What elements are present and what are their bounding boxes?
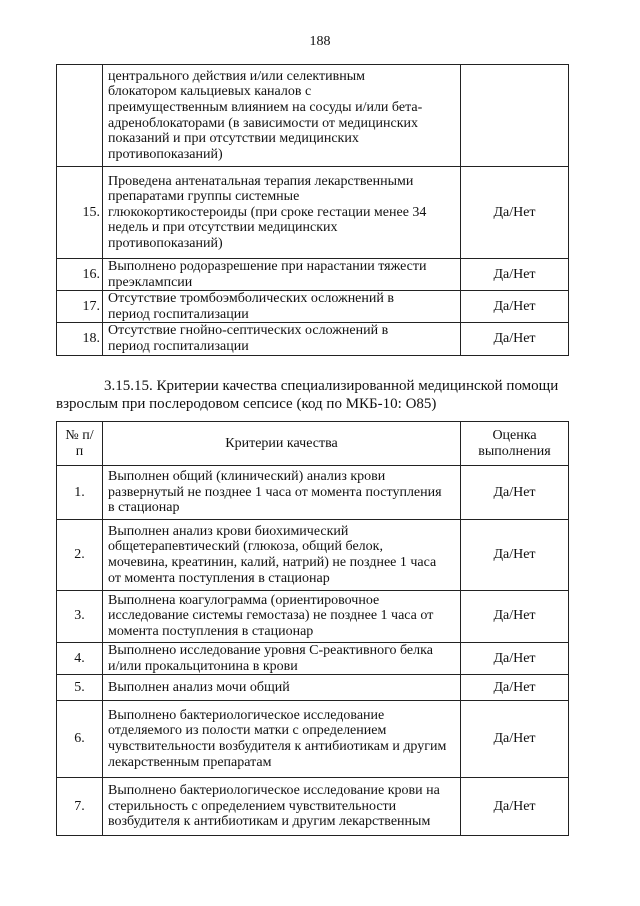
criteria-table-continued	[56, 64, 569, 356]
evaluation-cell: Да/Нет	[461, 291, 569, 323]
criterion-line: Выполнено родоразрешение при нарастании тяжести	[108, 259, 427, 274]
criterion-line: возбудителя к антибиотикам и другим лекарственным	[108, 814, 431, 830]
criterion-line: Отсутствие гнойно-септических осложнений в	[108, 323, 389, 339]
table-row	[57, 65, 569, 167]
evaluation-cell	[461, 65, 569, 167]
table-row	[57, 259, 569, 291]
row-number: 1.	[57, 466, 103, 520]
table-header-row	[57, 422, 569, 466]
criterion-text	[103, 259, 461, 291]
criterion-line: противопоказаний)	[108, 235, 223, 251]
criterion-line: препаратами группы системные	[108, 189, 300, 205]
evaluation-cell: Да/Нет	[461, 323, 569, 355]
criterion-line: период госпитализации	[108, 306, 249, 322]
evaluation-cell: Да/Нет	[461, 520, 569, 590]
table-row	[57, 520, 569, 590]
criterion-line: глюкокортикостероиды (при сроке гестации менее 34	[108, 204, 427, 220]
row-number: 18.	[57, 323, 103, 355]
criterion-text	[103, 642, 461, 674]
page-number: 188	[309, 34, 331, 49]
criterion-line: Выполнено бактериологическое исследование	[108, 707, 385, 723]
table-row	[57, 167, 569, 259]
criterion-text	[103, 323, 461, 355]
evaluation-cell: Да/Нет	[461, 259, 569, 291]
row-number: 17.	[57, 291, 103, 323]
section-heading-line2: взрослым при послеродовом сепсисе (код по МКБ-10: O85)	[56, 396, 437, 412]
table-row	[57, 675, 569, 701]
row-number: 7.	[57, 777, 103, 835]
criterion-text	[103, 65, 461, 167]
criterion-line: Выполнено бактериологическое исследование крови на	[108, 782, 440, 798]
criterion-line: развернутый не позднее 1 часа от момента поступления	[108, 484, 442, 500]
criterion-line: Выполнен анализ мочи общий	[108, 679, 290, 695]
criterion-line: адреноблокаторами (в зависимости от медицинских	[108, 115, 419, 131]
criteria-table-sepsis	[56, 421, 569, 836]
criterion-line: Отсутствие тромбоэмболических осложнений в	[108, 291, 394, 307]
evaluation-cell: Да/Нет	[461, 466, 569, 520]
criterion-line: стерильность с определением чувствительности	[108, 798, 397, 814]
evaluation-cell: Да/Нет	[461, 642, 569, 674]
criterion-line: общетерапевтический (глюкоза, общий белок,	[108, 539, 383, 555]
criterion-line: момента поступления в стационар	[108, 624, 314, 640]
header-eval: Оценка выполнения	[461, 422, 569, 466]
criterion-text	[103, 701, 461, 777]
criterion-line: исследование системы гемостаза) не позднее 1 часа от	[108, 608, 434, 624]
header-num: № п/п	[57, 422, 103, 466]
criterion-line: центрального действия и/или селективным	[108, 68, 366, 84]
table-row	[57, 323, 569, 355]
criterion-line: Выполнена коагулограмма (ориентировочное	[108, 592, 380, 608]
row-number: 6.	[57, 701, 103, 777]
criterion-text	[103, 167, 461, 259]
table-row	[57, 701, 569, 777]
evaluation-cell: Да/Нет	[461, 777, 569, 835]
header-criteria: Критерии качества	[103, 422, 461, 466]
criterion-line: отделяемого из полости матки с определением	[108, 723, 387, 739]
criterion-line: показаний и при отсутствии медицинских	[108, 131, 359, 147]
criterion-line: лекарственным препаратам	[108, 754, 272, 770]
criterion-line: и/или прокальцитонина в крови	[108, 658, 298, 674]
criterion-text	[103, 466, 461, 520]
table-row	[57, 590, 569, 642]
criterion-line: Выполнено исследование уровня С-реактивного белка	[108, 642, 433, 658]
row-number	[57, 65, 103, 167]
page-bottom-cutoff	[0, 836, 640, 906]
criterion-line: недель и при отсутствии медицинских	[108, 220, 338, 236]
row-number: 15.	[57, 167, 103, 259]
table-row	[57, 466, 569, 520]
criterion-line: Проведена антенатальная терапия лекарственными	[108, 173, 414, 189]
row-number: 16.	[57, 259, 103, 291]
criterion-line: Выполнен общий (клинический) анализ крови	[108, 469, 386, 485]
evaluation-cell: Да/Нет	[461, 167, 569, 259]
criterion-text	[103, 675, 461, 701]
row-number: 3.	[57, 590, 103, 642]
evaluation-cell: Да/Нет	[461, 675, 569, 701]
criterion-line: преимущественным влиянием на сосуды и/или бета-	[108, 99, 423, 115]
criterion-line: преэклампсии	[108, 274, 193, 290]
row-number: 4.	[57, 642, 103, 674]
criterion-line: блокатором кальциевых каналов с	[108, 84, 312, 100]
row-number: 2.	[57, 520, 103, 590]
criterion-line: период госпитализации	[108, 338, 249, 354]
criterion-text	[103, 590, 461, 642]
row-number: 5.	[57, 675, 103, 701]
criterion-text	[103, 291, 461, 323]
evaluation-cell: Да/Нет	[461, 590, 569, 642]
section-heading	[56, 377, 564, 413]
table-row	[57, 777, 569, 835]
table-row	[57, 291, 569, 323]
criterion-line: от момента поступления в стационар	[108, 570, 330, 586]
criterion-line: противопоказаний)	[108, 146, 223, 162]
section-heading-line1: 3.15.15. Критерии качества специализированной медицинской помощи	[104, 378, 559, 394]
criterion-line: чувствительности возбудителя к антибиотикам и другим	[108, 739, 447, 754]
criterion-line: мочевина, креатинин, калий, натрий) не позднее 1 часа	[108, 554, 437, 570]
criterion-text	[103, 520, 461, 590]
evaluation-cell: Да/Нет	[461, 701, 569, 777]
criterion-line: Выполнен анализ крови биохимический	[108, 523, 349, 539]
criterion-line: в стационар	[108, 500, 180, 516]
criterion-text	[103, 777, 461, 835]
table-row	[57, 642, 569, 674]
